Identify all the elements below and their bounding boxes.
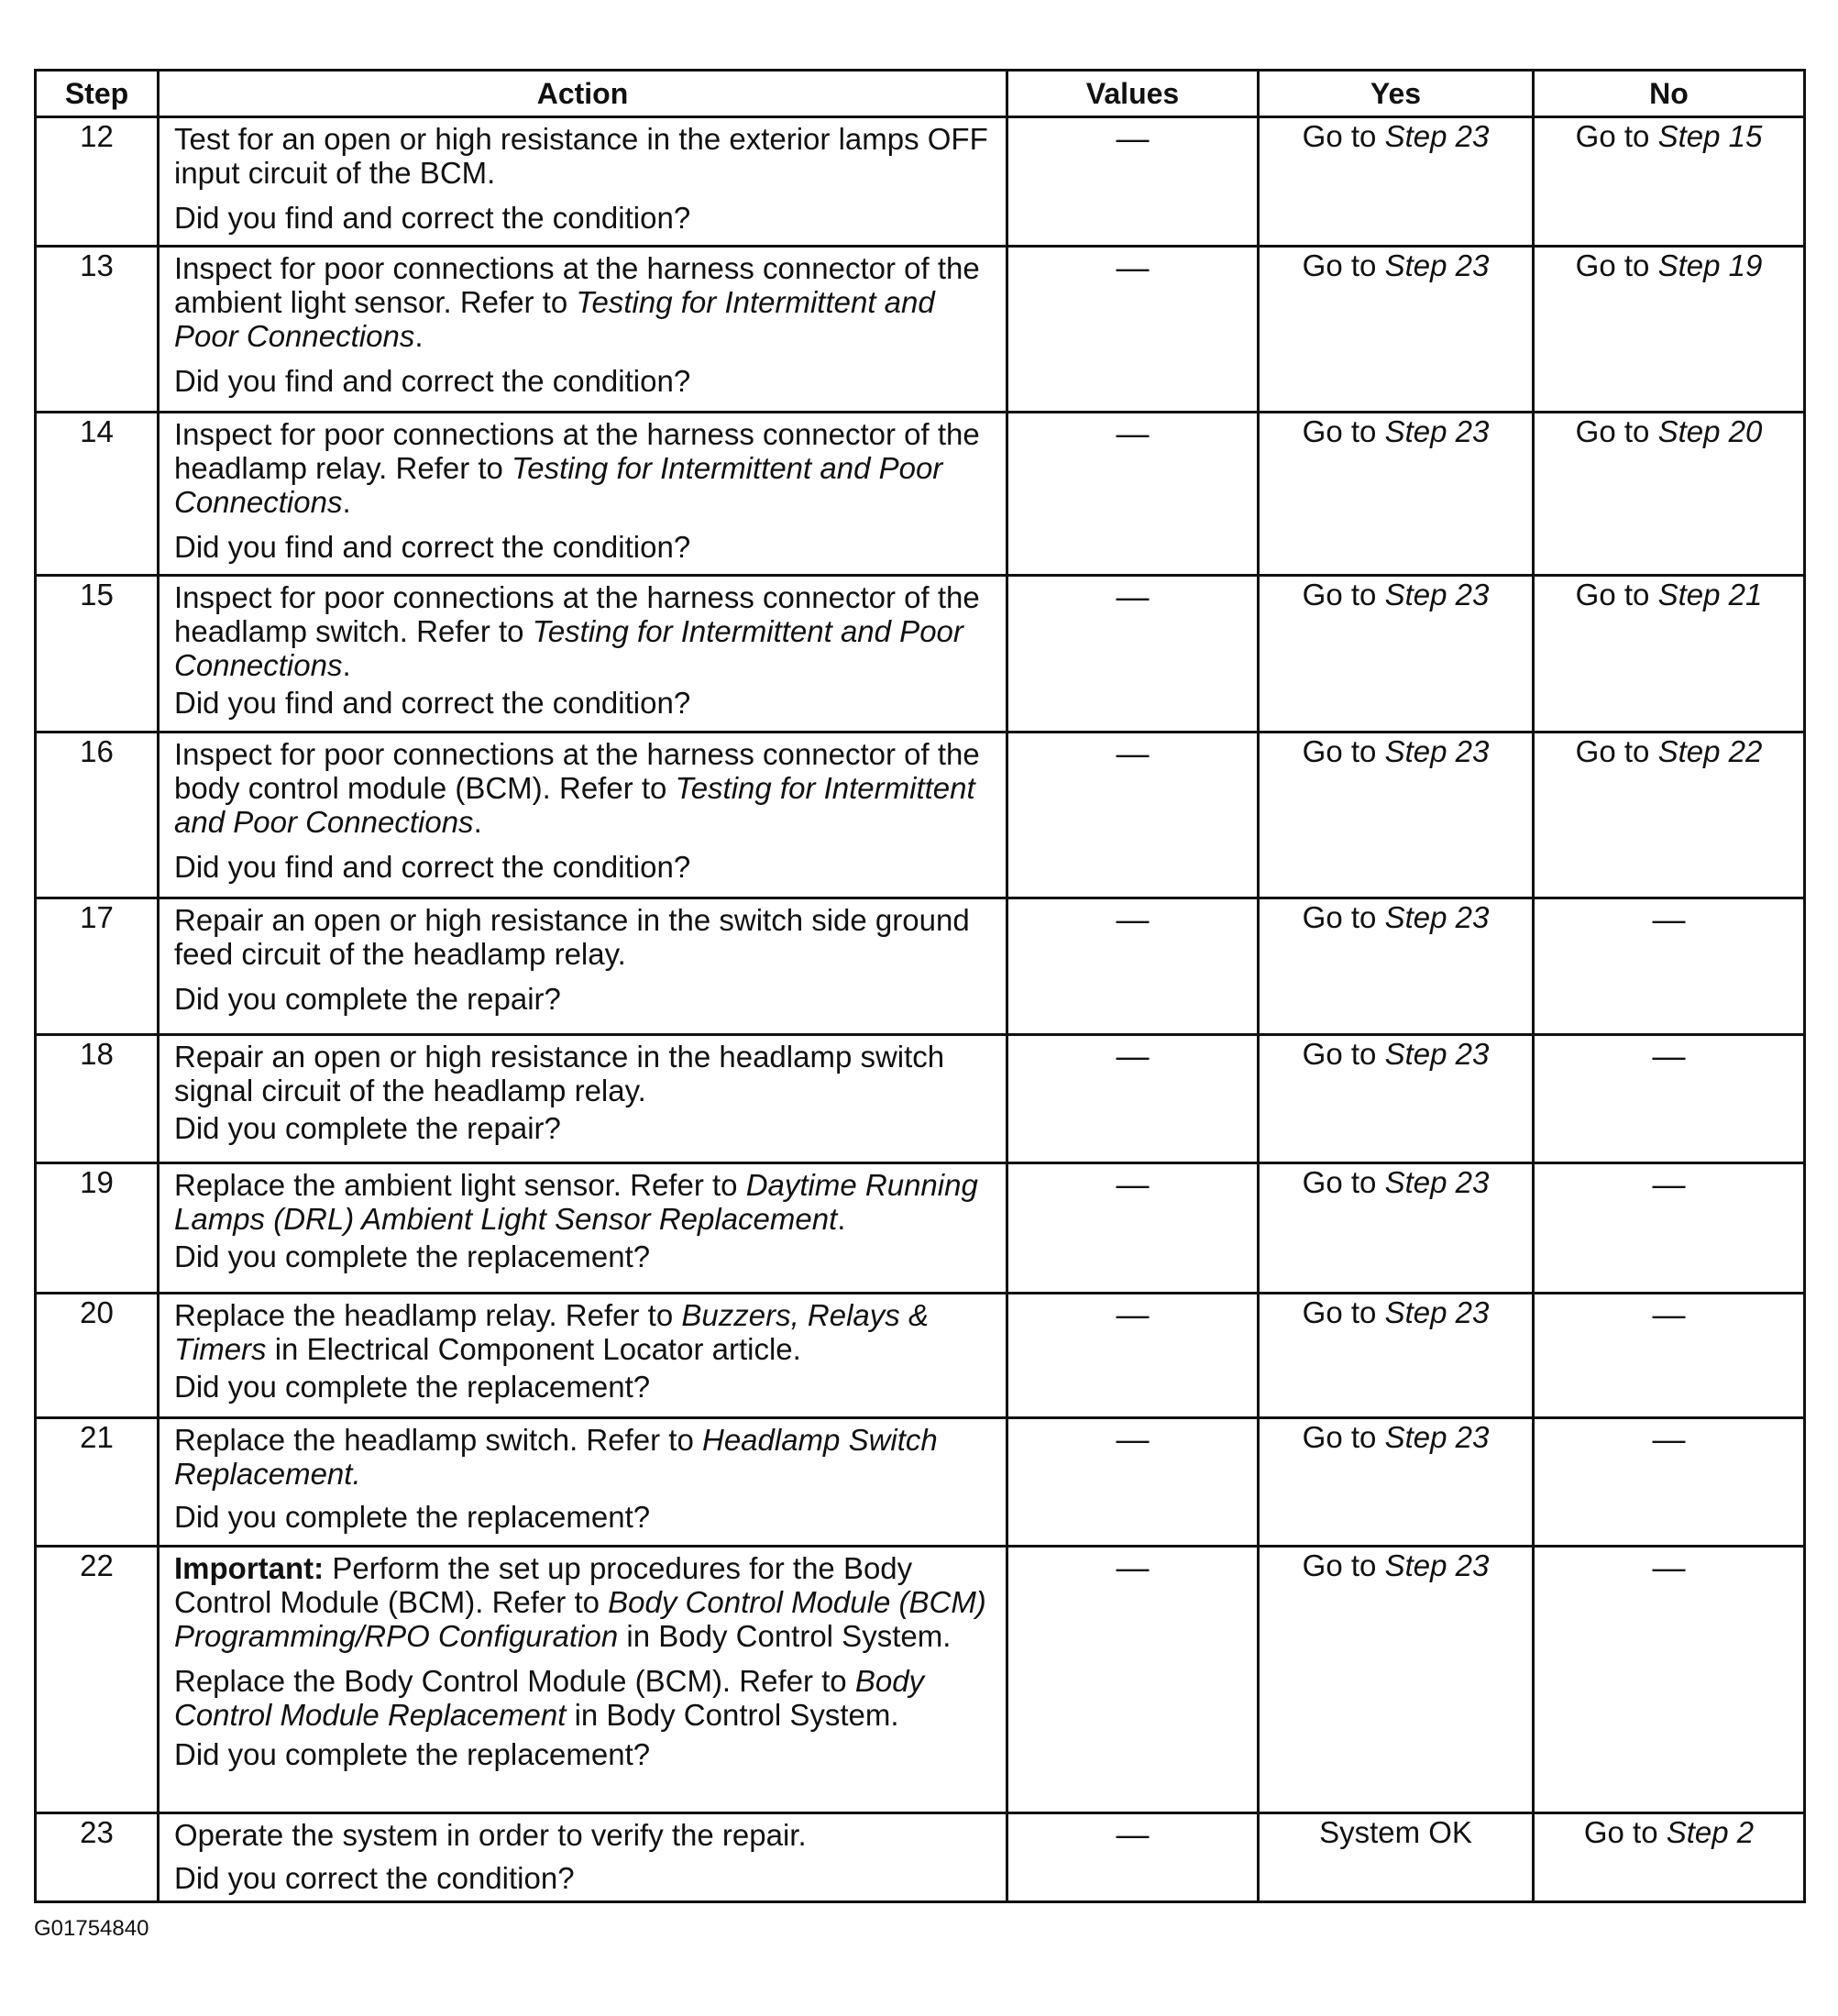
yes-cell xyxy=(1259,1035,1534,1163)
yes-cell xyxy=(1259,1547,1534,1813)
action-question: Did you complete the repair? xyxy=(174,1111,561,1145)
reference-title: Body Control Module (BCM) Programming/RPO Configuration xyxy=(174,1585,986,1653)
action-question: Did you complete the repair? xyxy=(174,982,561,1016)
step-reference: Step 23 xyxy=(1384,578,1490,611)
go-to-label: Go to xyxy=(1575,119,1650,153)
action-text xyxy=(174,1664,998,1732)
table-row xyxy=(36,576,1805,733)
action-cell xyxy=(159,898,1007,1035)
step-reference: Step 23 xyxy=(1384,734,1490,768)
action-text-part: Inspect for poor connections at the harness connector of the body control module (BCM). Refer to xyxy=(174,737,980,805)
values-cell: — xyxy=(1007,1294,1259,1418)
reference-title: Testing for Intermittent and Poor Connections xyxy=(174,285,935,353)
no-cell xyxy=(1534,413,1805,576)
table-row xyxy=(36,1035,1805,1163)
table-row xyxy=(36,117,1805,247)
step-reference: Step 23 xyxy=(1384,414,1490,448)
action-text xyxy=(174,1298,998,1366)
step-reference: Step 23 xyxy=(1384,248,1490,282)
action-question: Did you complete the replacement? xyxy=(174,1500,651,1534)
values-cell: — xyxy=(1007,1163,1259,1294)
action-text-tail: in Body Control System. xyxy=(574,1698,899,1732)
go-to-label: Go to xyxy=(1583,1815,1658,1849)
header-action: Action xyxy=(159,71,1007,117)
action-question: Did you find and correct the condition? xyxy=(174,201,691,235)
values-cell: — xyxy=(1007,117,1259,247)
values-cell: — xyxy=(1007,898,1259,1035)
go-to-label: Go to xyxy=(1302,734,1377,768)
important-note xyxy=(174,1551,998,1653)
go-to-label: Go to xyxy=(1302,1420,1377,1454)
important-label: Important: xyxy=(174,1551,325,1585)
action-question: Did you complete the replacement? xyxy=(174,1370,651,1404)
action-text: Inspect for poor connections at the harness connector of the body control module (BCM). Refer to Testing for Intermittent and Poor Connections. xyxy=(174,737,980,839)
action-cell xyxy=(159,1418,1007,1547)
action-text-part: Replace the headlamp switch. Refer to xyxy=(174,1423,694,1457)
table-row xyxy=(36,733,1805,898)
yes-cell xyxy=(1259,1294,1534,1418)
diagnostic-table xyxy=(34,69,1806,1903)
header-yes: Yes xyxy=(1259,71,1534,117)
values-cell: — xyxy=(1007,1813,1259,1902)
action-question: Did you find and correct the condition? xyxy=(174,364,691,398)
table-row xyxy=(36,1418,1805,1547)
step-reference: Step 15 xyxy=(1657,119,1763,153)
step-reference: Step 21 xyxy=(1657,578,1763,611)
table-row xyxy=(36,898,1805,1035)
go-to-label: Go to xyxy=(1575,578,1650,611)
yes-cell xyxy=(1259,898,1534,1035)
step-number: 22 xyxy=(36,1547,159,1813)
step-reference: Step 23 xyxy=(1384,900,1490,934)
action-text-part: Inspect for poor connections at the harness connector of the headlamp switch. Refer to xyxy=(174,580,980,648)
action-text: Operate the system in order to verify the repair. xyxy=(174,1818,807,1852)
action-cell xyxy=(159,1294,1007,1418)
go-to-label: Go to xyxy=(1575,414,1650,448)
reference-title: Daytime Running Lamps (DRL) Ambient Light Sensor Replacement xyxy=(174,1168,978,1236)
step-reference: Step 22 xyxy=(1657,734,1763,768)
action-text-tail: in Electrical Component Locator article. xyxy=(274,1332,801,1366)
step-reference: Step 23 xyxy=(1384,1548,1490,1582)
yes-cell xyxy=(1259,413,1534,576)
header-step: Step xyxy=(36,71,159,117)
yes-cell: System OK xyxy=(1259,1813,1534,1902)
yes-cell xyxy=(1259,576,1534,733)
no-cell: — xyxy=(1534,1035,1805,1163)
values-cell: — xyxy=(1007,413,1259,576)
no-cell xyxy=(1534,247,1805,413)
action-text-part: Inspect for poor connections at the harness connector of the headlamp relay. Refer to xyxy=(174,417,980,485)
step-reference: Step 19 xyxy=(1657,248,1763,282)
yes-cell xyxy=(1259,117,1534,247)
action-cell xyxy=(159,1547,1007,1813)
action-cell xyxy=(159,247,1007,413)
values-cell: — xyxy=(1007,733,1259,898)
no-cell: — xyxy=(1534,1163,1805,1294)
go-to-label: Go to xyxy=(1302,248,1377,282)
action-text: Inspect for poor connections at the harness connector of the headlamp switch. Refer to Testing for Intermittent and Poor Connections. xyxy=(174,580,980,682)
step-number: 13 xyxy=(36,247,159,413)
step-number: 14 xyxy=(36,413,159,576)
yes-cell xyxy=(1259,247,1534,413)
step-number: 21 xyxy=(36,1418,159,1547)
table-row xyxy=(36,247,1805,413)
go-to-label: Go to xyxy=(1302,900,1377,934)
action-text: Repair an open or high resistance in the headlamp switch signal circuit of the headlamp relay. xyxy=(174,1040,945,1107)
step-reference: Step 23 xyxy=(1384,1165,1490,1199)
table-row xyxy=(36,1294,1805,1418)
action-cell xyxy=(159,1163,1007,1294)
action-text-part: Perform the set up procedures for the Body Control Module (BCM). Refer to xyxy=(174,1551,913,1619)
action-cell xyxy=(159,576,1007,733)
reference-title: Testing for Intermittent and Poor Connections xyxy=(174,771,975,839)
yes-cell xyxy=(1259,1163,1534,1294)
table-row xyxy=(36,1547,1805,1813)
action-text-part: Replace the ambient light sensor. Refer to xyxy=(174,1168,738,1202)
go-to-label: Go to xyxy=(1575,734,1650,768)
go-to-label: Go to xyxy=(1302,1295,1377,1329)
values-cell: — xyxy=(1007,247,1259,413)
header-row xyxy=(36,71,1805,117)
figure-id: G01754840 xyxy=(34,1916,149,1941)
values-cell: — xyxy=(1007,1418,1259,1547)
no-cell: — xyxy=(1534,1418,1805,1547)
go-to-label: Go to xyxy=(1302,414,1377,448)
table-row xyxy=(36,1163,1805,1294)
action-question: Did you find and correct the condition? xyxy=(174,530,691,564)
go-to-label: Go to xyxy=(1302,1165,1377,1199)
no-cell xyxy=(1534,576,1805,733)
action-cell xyxy=(159,413,1007,576)
action-text xyxy=(174,1423,998,1491)
step-number: 12 xyxy=(36,117,159,247)
no-cell: — xyxy=(1534,898,1805,1035)
action-text-part: Replace the Body Control Module (BCM). Refer to xyxy=(174,1664,847,1698)
action-question: Did you correct the condition? xyxy=(174,1861,575,1895)
step-number: 18 xyxy=(36,1035,159,1163)
header-values: Values xyxy=(1007,71,1259,117)
action-text-part: Inspect for poor connections at the harness connector of the ambient light sensor. Refer to xyxy=(174,251,980,319)
step-reference: Step 23 xyxy=(1384,1420,1490,1454)
step-reference: Step 23 xyxy=(1384,1295,1490,1329)
action-text: Repair an open or high resistance in the switch side ground feed circuit of the headlamp relay. xyxy=(174,903,970,971)
step-reference: Step 20 xyxy=(1657,414,1763,448)
reference-title: Buzzers, Relays & Timers xyxy=(174,1298,929,1366)
reference-title: Testing for Intermittent and Poor Connections xyxy=(174,451,943,519)
no-cell xyxy=(1534,733,1805,898)
step-number: 20 xyxy=(36,1294,159,1418)
values-cell: — xyxy=(1007,1035,1259,1163)
step-reference: Step 2 xyxy=(1666,1815,1755,1849)
action-question: Did you complete the replacement? xyxy=(174,1737,651,1771)
no-cell: — xyxy=(1534,1294,1805,1418)
reference-title: Headlamp Switch Replacement. xyxy=(174,1423,938,1491)
table-row xyxy=(36,1813,1805,1902)
action-cell xyxy=(159,1813,1007,1902)
action-text-part: Replace the headlamp relay. Refer to xyxy=(174,1298,674,1332)
step-number: 23 xyxy=(36,1813,159,1902)
action-text: Test for an open or high resistance in the exterior lamps OFF input circuit of the BCM. xyxy=(174,122,988,190)
yes-cell xyxy=(1259,733,1534,898)
action-text: Replace the ambient light sensor. Refer to Daytime Running Lamps (DRL) Ambient Light Sensor Replacement. xyxy=(174,1168,978,1236)
go-to-label: Go to xyxy=(1302,119,1377,153)
go-to-label: Go to xyxy=(1302,1548,1377,1582)
values-cell: — xyxy=(1007,1547,1259,1813)
no-cell xyxy=(1534,117,1805,247)
no-cell xyxy=(1534,1813,1805,1902)
reference-title: Body Control Module Replacement xyxy=(174,1664,925,1732)
action-cell xyxy=(159,1035,1007,1163)
action-question: Did you complete the replacement? xyxy=(174,1239,651,1273)
go-to-label: Go to xyxy=(1302,578,1377,611)
action-cell xyxy=(159,733,1007,898)
header-no: No xyxy=(1534,71,1805,117)
action-question: Did you find and correct the condition? xyxy=(174,850,691,884)
step-reference: Step 23 xyxy=(1384,119,1490,153)
go-to-label: Go to xyxy=(1575,248,1650,282)
values-cell: — xyxy=(1007,576,1259,733)
action-cell xyxy=(159,117,1007,247)
action-text: Inspect for poor connections at the harness connector of the headlamp relay. Refer to Testing for Intermittent and Poor Connections. xyxy=(174,417,980,519)
step-reference: Step 23 xyxy=(1384,1037,1490,1071)
action-text-tail: in Body Control System. xyxy=(626,1619,952,1653)
action-question: Did you find and correct the condition? xyxy=(174,686,691,720)
step-number: 19 xyxy=(36,1163,159,1294)
reference-title: Testing for Intermittent and Poor Connections xyxy=(174,614,963,682)
action-text: Inspect for poor connections at the harness connector of the ambient light sensor. Refer to Testing for Intermittent and Poor Connections. xyxy=(174,251,980,353)
step-number: 17 xyxy=(36,898,159,1035)
yes-cell xyxy=(1259,1418,1534,1547)
no-cell: — xyxy=(1534,1547,1805,1813)
table-row xyxy=(36,413,1805,576)
step-number: 15 xyxy=(36,576,159,733)
go-to-label: Go to xyxy=(1302,1037,1377,1071)
step-number: 16 xyxy=(36,733,159,898)
